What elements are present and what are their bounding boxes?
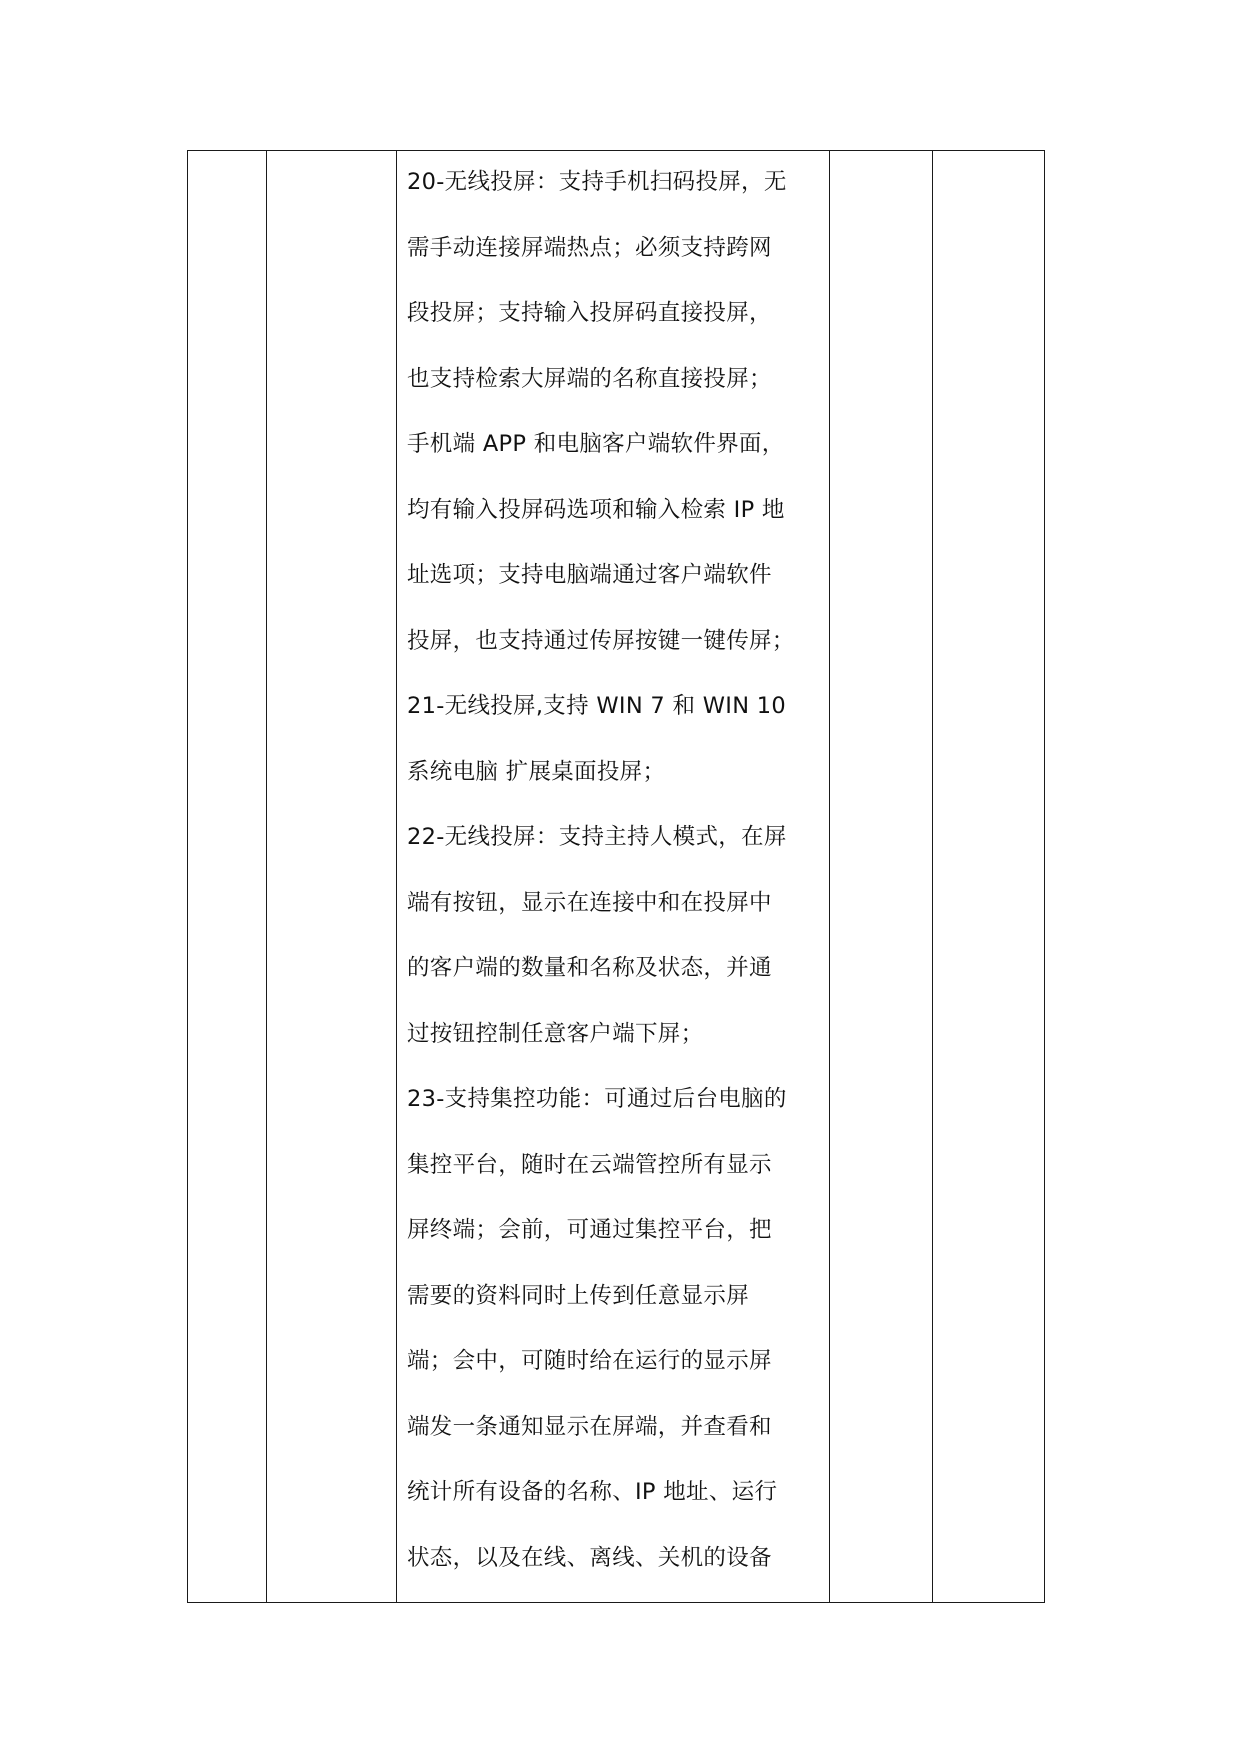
description-line: 屏终端；会前，可通过集控平台，把 (407, 1217, 772, 1243)
table-cell-description (397, 151, 830, 1603)
description-line: 需要的资料同时上传到任意显示屏 (407, 1282, 750, 1309)
description-line: 投屏，也支持通过传屏按键一键传屏； (407, 627, 795, 654)
spec-table (187, 150, 1045, 1603)
description-line: 的客户端的数量和名称及状态，并通 (407, 955, 772, 981)
description-text (397, 151, 829, 1602)
description-line: 21-无线投屏,支持 WIN 7 和 WIN 10 (407, 693, 787, 719)
description-line: 统计所有设备的名称、IP 地址、运行 (407, 1479, 778, 1505)
description-line: 端有按钮，显示在连接中和在投屏中 (407, 889, 772, 916)
description-line: 22-无线投屏：支持主持人模式，在屏 (407, 824, 787, 850)
table-cell-index (188, 151, 267, 1603)
description-line: 20-无线投屏：支持手机扫码投屏，无 (407, 169, 787, 195)
description-line: 需手动连接屏端热点；必须支持跨网 (407, 234, 772, 261)
description-line: 集控平台，随时在云端管控所有显示 (407, 1151, 772, 1178)
description-line: 址选项；支持电脑端通过客户端软件 (407, 562, 772, 588)
description-line: 均有输入投屏码选项和输入检索 IP 地 (407, 496, 785, 523)
description-line: 端发一条通知显示在屏端，并查看和 (407, 1413, 772, 1440)
description-line: 段投屏；支持输入投屏码直接投屏， (407, 300, 772, 326)
table-cell-item (267, 151, 397, 1603)
table-row (188, 151, 1045, 1603)
description-line: 状态，以及在线、离线、关机的设备 (407, 1544, 772, 1571)
description-line: 手机端 APP 和电脑客户端软件界面， (407, 431, 785, 457)
description-line: 23-支持集控功能：可通过后台电脑的 (407, 1086, 787, 1112)
description-line: 端；会中，可随时给在运行的显示屏 (407, 1348, 772, 1374)
table-cell-remarks (933, 151, 1045, 1603)
description-line: 过按钮控制任意客户端下屏； (407, 1020, 704, 1047)
description-line: 也支持检索大屏端的名称直接投屏； (407, 365, 772, 392)
table-cell-quantity (830, 151, 933, 1603)
description-line: 系统电脑 扩展桌面投屏； (407, 758, 666, 785)
